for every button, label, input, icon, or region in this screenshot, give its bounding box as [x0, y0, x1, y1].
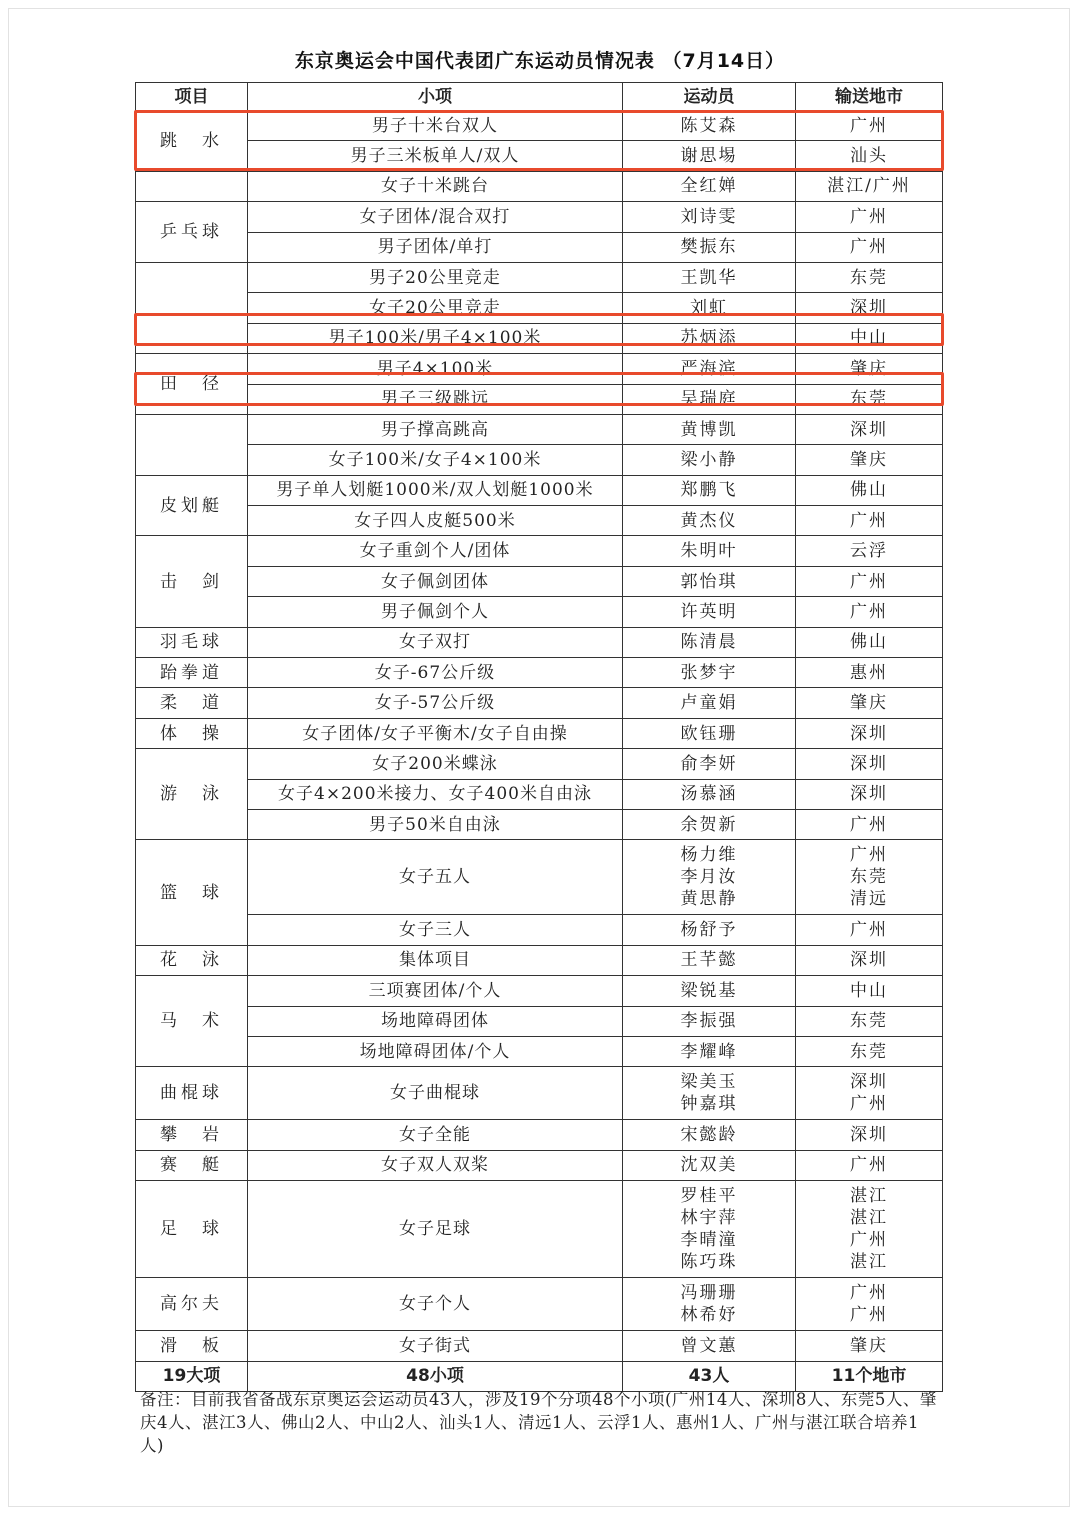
table-row — [136, 1150, 943, 1180]
city-name: 东莞 — [850, 267, 888, 288]
athlete-name: 陈艾森 — [680, 115, 738, 136]
athlete-cell — [623, 111, 796, 141]
city-name: 东莞 — [850, 1041, 888, 1062]
athlete-name: 梁锐基 — [680, 980, 738, 1001]
city-name: 广州 — [850, 206, 888, 227]
city-name: 惠州 — [850, 662, 888, 683]
athlete-name: 汤慕涵 — [680, 784, 738, 805]
city-cell — [796, 1067, 943, 1120]
city-cell — [796, 445, 943, 475]
city-cell — [796, 111, 943, 141]
athlete-name: 许英明 — [680, 601, 738, 622]
city-name: 汕头 — [850, 146, 888, 167]
header-category: 项目 — [136, 83, 248, 111]
city-cell — [796, 1331, 943, 1361]
event-cell: 场地障碍团体 — [248, 1006, 623, 1036]
city-cell — [796, 354, 943, 384]
athlete-cell — [623, 171, 796, 201]
athlete-name: 王凯华 — [680, 267, 738, 288]
city-name: 广州 — [850, 1230, 888, 1251]
category-cell-empty — [136, 262, 248, 353]
athlete-cell — [623, 1181, 796, 1278]
event-cell: 女子佩剑团体 — [248, 566, 623, 596]
athlete-cell — [623, 566, 796, 596]
athlete-name: 谢思埸 — [680, 146, 738, 167]
city-cell — [796, 536, 943, 566]
category-cell: 足 球 — [136, 1181, 248, 1278]
event-cell: 男子撑高跳高 — [248, 414, 623, 444]
event-cell: 女子曲棍球 — [248, 1067, 623, 1120]
athlete-name: 陈巧珠 — [680, 1252, 738, 1273]
athlete-name: 李晴潼 — [680, 1230, 738, 1251]
table-row — [136, 414, 943, 444]
event-cell: 男子佩剑个人 — [248, 597, 623, 627]
event-cell: 女子双打 — [248, 627, 623, 657]
city-cell — [796, 232, 943, 262]
event-cell: 集体项目 — [248, 945, 623, 975]
event-cell: 三项赛团体/个人 — [248, 976, 623, 1006]
athlete-cell — [623, 1120, 796, 1150]
event-cell: 男子三米板单人/双人 — [248, 141, 623, 171]
athlete-cell — [623, 1067, 796, 1120]
event-cell: 男子十米台双人 — [248, 111, 623, 141]
city-name: 广州 — [850, 814, 888, 835]
athlete-name: 沈双美 — [680, 1155, 738, 1176]
athlete-name: 梁小静 — [680, 449, 738, 470]
athlete-name: 苏炳添 — [680, 328, 738, 349]
athlete-name: 黄杰仪 — [680, 510, 738, 531]
event-cell: 女子三人 — [248, 915, 623, 945]
table-row — [136, 749, 943, 779]
header-city: 输送地市 — [796, 83, 943, 111]
city-cell — [796, 1006, 943, 1036]
event-cell: 女子20公里竞走 — [248, 293, 623, 323]
category-cell: 羽毛球 — [136, 627, 248, 657]
city-name: 广州 — [850, 845, 888, 866]
athlete-name: 杨舒予 — [680, 920, 738, 941]
athlete-name: 黄思静 — [680, 889, 738, 910]
city-name: 肇庆 — [850, 449, 888, 470]
athlete-cell — [623, 840, 796, 915]
city-name: 云浮 — [850, 541, 888, 562]
event-cell: 女子足球 — [248, 1181, 623, 1278]
city-name: 东莞 — [850, 389, 888, 410]
city-cell — [796, 293, 943, 323]
athlete-cell — [623, 506, 796, 536]
city-name: 中山 — [850, 980, 888, 1001]
city-name: 深圳 — [850, 1125, 888, 1146]
event-cell: 女子重剑个人/团体 — [248, 536, 623, 566]
table-row — [136, 384, 943, 414]
athlete-cell — [623, 1278, 796, 1331]
athlete-cell — [623, 445, 796, 475]
category-cell-empty — [136, 414, 248, 475]
table-row — [136, 262, 943, 292]
city-cell — [796, 809, 943, 839]
city-name: 深圳 — [850, 298, 888, 319]
city-cell — [796, 658, 943, 688]
event-cell: 女子-57公斤级 — [248, 688, 623, 718]
city-cell — [796, 1181, 943, 1278]
athlete-cell — [623, 1006, 796, 1036]
city-cell — [796, 945, 943, 975]
event-cell: 女子双人双桨 — [248, 1150, 623, 1180]
city-name: 佛山 — [850, 632, 888, 653]
athlete-name: 陈清晨 — [680, 632, 738, 653]
table-row — [136, 1331, 943, 1361]
athlete-cell — [623, 945, 796, 975]
city-cell — [796, 1036, 943, 1066]
category-cell: 跆拳道 — [136, 658, 248, 688]
athlete-cell — [623, 597, 796, 627]
city-name: 湛江 — [850, 1252, 888, 1273]
city-name: 中山 — [850, 328, 888, 349]
city-cell — [796, 1150, 943, 1180]
table-row — [136, 840, 943, 915]
table-row — [136, 779, 943, 809]
city-name: 广州 — [850, 1094, 888, 1115]
athlete-cell — [623, 141, 796, 171]
table-row — [136, 945, 943, 975]
category-cell: 游 泳 — [136, 749, 248, 840]
city-name: 湛江/广州 — [827, 176, 911, 197]
total-cities: 11个地市 — [796, 1361, 943, 1391]
city-cell — [796, 475, 943, 505]
event-cell: 男子三级跳远 — [248, 384, 623, 414]
city-cell — [796, 141, 943, 171]
city-cell — [796, 915, 943, 945]
category-cell: 高尔夫 — [136, 1278, 248, 1331]
city-name: 深圳 — [850, 753, 888, 774]
city-name: 广州 — [850, 1305, 888, 1326]
category-cell: 曲棍球 — [136, 1067, 248, 1120]
event-cell: 女子全能 — [248, 1120, 623, 1150]
athlete-table — [135, 82, 943, 1392]
athlete-name: 宋懿龄 — [680, 1125, 738, 1146]
athlete-cell — [623, 718, 796, 748]
city-cell — [796, 262, 943, 292]
table-header-row — [136, 83, 943, 111]
city-name: 肇庆 — [850, 358, 888, 379]
event-cell: 男子4×100米 — [248, 354, 623, 384]
category-cell: 赛 艇 — [136, 1150, 248, 1180]
table-row — [136, 627, 943, 657]
city-cell — [796, 779, 943, 809]
athlete-name: 张梦宇 — [680, 662, 738, 683]
category-cell: 击 剑 — [136, 536, 248, 627]
athlete-name: 余贺新 — [680, 814, 738, 835]
table-row — [136, 323, 943, 353]
total-categories: 19大项 — [136, 1361, 248, 1391]
city-cell — [796, 384, 943, 414]
athlete-name: 俞李妍 — [680, 753, 738, 774]
table-row — [136, 1036, 943, 1066]
city-cell — [796, 1278, 943, 1331]
table-row — [136, 718, 943, 748]
city-cell — [796, 171, 943, 201]
city-name: 东莞 — [850, 1011, 888, 1032]
athlete-name: 全红婵 — [680, 176, 738, 197]
table-row — [136, 1006, 943, 1036]
athlete-name: 吴瑞庭 — [680, 389, 738, 410]
city-cell — [796, 1120, 943, 1150]
athlete-name: 李月汝 — [680, 867, 738, 888]
athlete-cell — [623, 749, 796, 779]
event-cell: 女子100米/女子4×100米 — [248, 445, 623, 475]
category-cell: 跳 水 — [136, 111, 248, 172]
city-cell — [796, 414, 943, 444]
city-name: 深圳 — [850, 950, 888, 971]
athlete-name: 黄博凯 — [680, 419, 738, 440]
category-cell: 马 术 — [136, 976, 248, 1067]
athlete-name: 梁美玉 — [680, 1072, 738, 1093]
event-cell: 男子50米自由泳 — [248, 809, 623, 839]
athlete-cell — [623, 976, 796, 1006]
city-name: 广州 — [850, 920, 888, 941]
athlete-name: 李耀峰 — [680, 1041, 738, 1062]
city-name: 深圳 — [850, 723, 888, 744]
city-cell — [796, 323, 943, 353]
table-row — [136, 1278, 943, 1331]
total-events: 48小项 — [248, 1361, 623, 1391]
athlete-cell — [623, 915, 796, 945]
athlete-name: 卢童娟 — [680, 693, 738, 714]
city-name: 湛江 — [850, 1186, 888, 1207]
athlete-cell — [623, 1150, 796, 1180]
athlete-name: 欧钰珊 — [680, 723, 738, 744]
athlete-name: 罗桂平 — [680, 1186, 738, 1207]
athlete-name: 郭怡琪 — [680, 571, 738, 592]
athlete-cell — [623, 202, 796, 232]
table-row — [136, 597, 943, 627]
event-cell: 女子团体/女子平衡木/女子自由操 — [248, 718, 623, 748]
athlete-name: 冯珊珊 — [680, 1283, 738, 1304]
city-cell — [796, 566, 943, 596]
header-athlete: 运动员 — [623, 83, 796, 111]
athlete-cell — [623, 293, 796, 323]
athlete-name: 王芊懿 — [680, 950, 738, 971]
athlete-cell — [623, 1331, 796, 1361]
athlete-name: 林希妤 — [680, 1305, 738, 1326]
athlete-name: 钟嘉琪 — [680, 1094, 738, 1115]
table-row — [136, 141, 943, 171]
event-cell: 女子200米蝶泳 — [248, 749, 623, 779]
category-cell: 攀 岩 — [136, 1120, 248, 1150]
city-cell — [796, 718, 943, 748]
event-cell: 女子-67公斤级 — [248, 658, 623, 688]
table-row — [136, 293, 943, 323]
city-cell — [796, 506, 943, 536]
athlete-cell — [623, 688, 796, 718]
category-cell-empty — [136, 171, 248, 201]
city-cell — [796, 840, 943, 915]
city-name: 佛山 — [850, 480, 888, 501]
athlete-cell — [623, 658, 796, 688]
event-cell: 女子五人 — [248, 840, 623, 915]
city-cell — [796, 976, 943, 1006]
event-cell: 男子单人划艇1000米/双人划艇1000米 — [248, 475, 623, 505]
athlete-cell — [623, 475, 796, 505]
category-cell: 体 操 — [136, 718, 248, 748]
athlete-name: 杨力维 — [680, 845, 738, 866]
athlete-name: 林宇萍 — [680, 1208, 738, 1229]
category-cell: 篮 球 — [136, 840, 248, 945]
event-cell: 女子个人 — [248, 1278, 623, 1331]
table-row — [136, 915, 943, 945]
city-name: 湛江 — [850, 1208, 888, 1229]
city-cell — [796, 749, 943, 779]
athlete-cell — [623, 323, 796, 353]
table-row — [136, 536, 943, 566]
city-name: 东莞 — [850, 867, 888, 888]
table-row — [136, 506, 943, 536]
city-name: 广州 — [850, 601, 888, 622]
city-cell — [796, 688, 943, 718]
event-cell: 女子团体/混合双打 — [248, 202, 623, 232]
city-name: 广州 — [850, 571, 888, 592]
event-cell: 女子4×200米接力、女子400米自由泳 — [248, 779, 623, 809]
city-name: 广州 — [850, 237, 888, 258]
table-row — [136, 354, 943, 384]
footnote: 备注：目前我省备战东京奥运会运动员43人，涉及19个分项48个小项(广州14人、深圳8人、东莞5人、肇庆4人、湛江3人、佛山2人、中山2人、汕头1人、清远1人、云浮1人、惠州1人、广州与湛江联合培养1人) — [140, 1390, 937, 1455]
event-cell: 男子20公里竞走 — [248, 262, 623, 292]
table-row — [136, 475, 943, 505]
table-row — [136, 976, 943, 1006]
athlete-cell — [623, 384, 796, 414]
table-row — [136, 688, 943, 718]
category-cell: 田 径 — [136, 354, 248, 415]
page-title: 东京奥运会中国代表团广东运动员情况表 （7月14日） — [294, 50, 786, 72]
athlete-name: 樊振东 — [680, 237, 738, 258]
event-cell: 女子街式 — [248, 1331, 623, 1361]
table-row — [136, 1067, 943, 1120]
table-body — [136, 111, 943, 1362]
city-name: 深圳 — [850, 1072, 888, 1093]
city-cell — [796, 627, 943, 657]
total-athletes: 43人 — [623, 1361, 796, 1391]
event-cell: 女子十米跳台 — [248, 171, 623, 201]
table-row — [136, 809, 943, 839]
city-name: 深圳 — [850, 784, 888, 805]
athlete-cell — [623, 536, 796, 566]
athlete-cell — [623, 627, 796, 657]
athlete-name: 刘虹 — [690, 298, 728, 319]
athlete-cell — [623, 779, 796, 809]
athlete-cell — [623, 414, 796, 444]
table-row — [136, 1181, 943, 1278]
city-cell — [796, 202, 943, 232]
city-name: 肇庆 — [850, 1335, 888, 1356]
athlete-cell — [623, 354, 796, 384]
athlete-cell — [623, 262, 796, 292]
athlete-cell — [623, 232, 796, 262]
athlete-name: 郑鹏飞 — [680, 480, 738, 501]
event-cell: 女子四人皮艇500米 — [248, 506, 623, 536]
table-row — [136, 658, 943, 688]
athlete-cell — [623, 1036, 796, 1066]
athlete-name: 李振强 — [680, 1011, 738, 1032]
city-name: 广州 — [850, 1283, 888, 1304]
city-name: 肇庆 — [850, 693, 888, 714]
athlete-cell — [623, 809, 796, 839]
table-row — [136, 171, 943, 201]
table-row — [136, 111, 943, 141]
city-name: 广州 — [850, 510, 888, 531]
category-cell: 乒乓球 — [136, 202, 248, 263]
category-cell: 花 泳 — [136, 945, 248, 975]
city-name: 广州 — [850, 115, 888, 136]
city-cell — [796, 597, 943, 627]
city-name: 深圳 — [850, 419, 888, 440]
athlete-name: 严海滨 — [680, 358, 738, 379]
event-cell: 场地障碍团体/个人 — [248, 1036, 623, 1066]
athlete-name: 曾文蕙 — [680, 1335, 738, 1356]
table-row — [136, 1120, 943, 1150]
table-row — [136, 202, 943, 232]
table-row — [136, 445, 943, 475]
category-cell: 柔 道 — [136, 688, 248, 718]
city-name: 清远 — [850, 889, 888, 910]
header-event: 小项 — [248, 83, 623, 111]
table-row — [136, 232, 943, 262]
athlete-name: 刘诗雯 — [680, 206, 738, 227]
category-cell: 滑 板 — [136, 1331, 248, 1361]
event-cell: 男子团体/单打 — [248, 232, 623, 262]
athlete-name: 朱明叶 — [680, 541, 738, 562]
table-row — [136, 566, 943, 596]
city-name: 广州 — [850, 1155, 888, 1176]
category-cell: 皮划艇 — [136, 475, 248, 536]
event-cell: 男子100米/男子4×100米 — [248, 323, 623, 353]
totals-row — [136, 1361, 943, 1391]
